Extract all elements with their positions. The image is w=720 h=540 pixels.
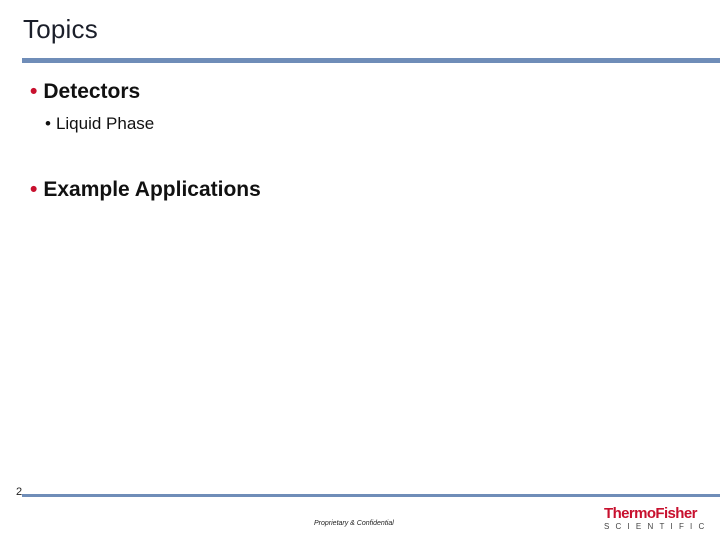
logo-wordmark-top: ThermoFisher <box>604 505 697 522</box>
bullet-text: Liquid Phase <box>55 114 155 133</box>
bullet-item-liquid-phase <box>45 114 154 134</box>
bullet-item-detectors <box>30 80 140 104</box>
bullet-icon: • <box>30 178 38 201</box>
page-number: 2 <box>16 486 23 498</box>
bullet-text: Detectors <box>43 80 141 103</box>
footer-confidential-label: Proprietary & Confidential <box>314 520 394 527</box>
sub-bullet-icon: • <box>45 114 51 133</box>
title-divider <box>22 58 720 63</box>
bullet-icon: • <box>30 80 38 103</box>
bullet-text: Example Applications <box>43 178 261 201</box>
bullet-item-example-applications <box>30 178 261 202</box>
logo-wordmark-bottom: SCIENTIFIC <box>604 522 711 531</box>
slide-title: Topics <box>23 14 98 44</box>
footer-divider <box>22 494 720 497</box>
thermofisher-logo <box>604 505 711 532</box>
